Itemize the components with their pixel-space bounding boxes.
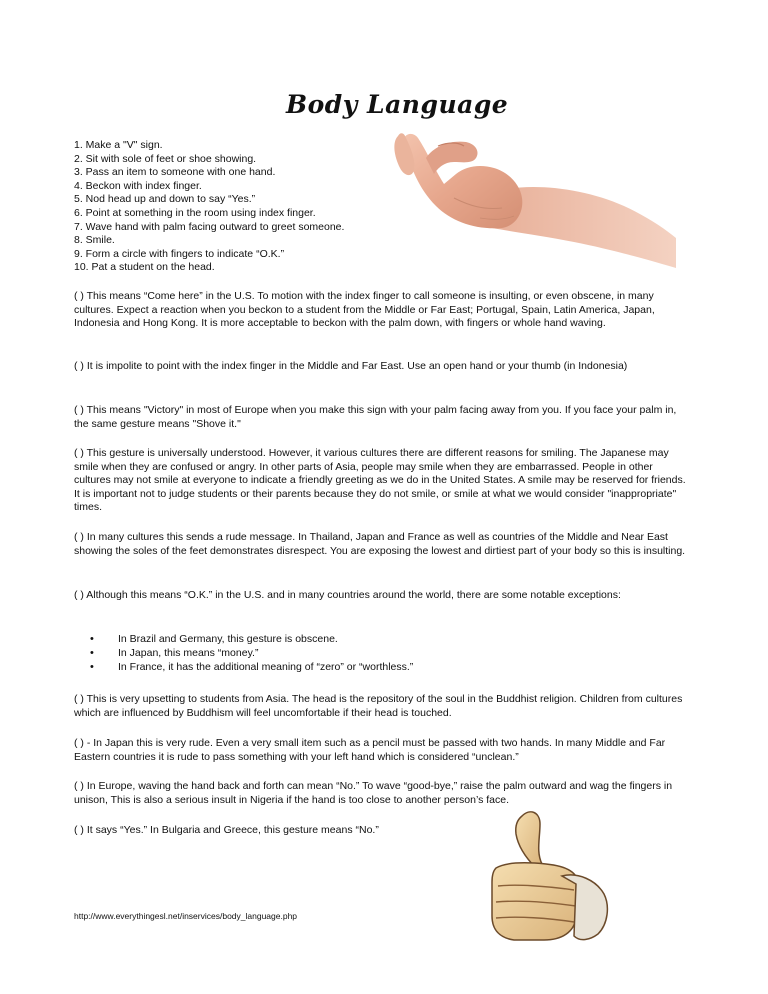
paragraph: ( ) It says “Yes.” In Bulgaria and Greece, this gesture means “No.” xyxy=(74,824,379,836)
paragraph: ( ) Although this means “O.K.” in the U.S. and in many countries around the world, there are some notable exceptions: xyxy=(74,589,621,601)
bullet-item: • In Brazil and Germany, this gesture is obscene. xyxy=(90,633,413,647)
paragraph: ( ) This is very upsetting to students from Asia. The head is the repository of the soul in the Buddhist religion. Children from cultures which are influenced by Buddhism will feel uncomfortable if their head is touched. xyxy=(74,693,683,719)
ok-exceptions-list xyxy=(90,633,413,674)
list-item: 7. Wave hand with palm facing outward to greet someone. xyxy=(74,220,345,233)
list-item: 5. Nod head up and down to say “Yes.” xyxy=(74,193,256,206)
bullet-item: • In Japan, this means “money.” xyxy=(90,647,413,661)
paragraph: ( ) - In Japan this is very rude. Even a very small item such as a pencil must be passed with two hands. In many Middle and Far Eastern countries it is rude to pass something with your left hand which is considered “unclean.” xyxy=(74,737,666,763)
list-item: 4. Beckon with index finger. xyxy=(74,179,202,192)
paragraph: ( ) In many cultures this sends a rude message. In Thailand, Japan and France as well as countries of the Middle and Near East showing the soles of the feet demonstrates disrespect. You are exposing the lowest and dirtiest part of your body so this is insulting. xyxy=(74,531,686,557)
paragraph: ( ) It is impolite to point with the index finger in the Middle and Far East. Use an open hand or your thumb (in Indonesia) xyxy=(74,360,628,372)
source-url: http://www.everythingesl.net/inservices/body_language.php xyxy=(74,911,298,921)
list-item: 10. Pat a student on the head. xyxy=(74,261,215,274)
paragraph: ( ) This means “Come here” in the U.S. To motion with the index finger to call someone is insulting, or even obscene, in many cultures. Expect a reaction when you beckon to a student from the Middle or Far East; Portugal, Spain, Latin America, Japan, Indonesia and Hong Kong. It is more acceptable to beckon with the palm down, with fingers or whole hand waving. xyxy=(74,290,655,330)
paragraph: ( ) This means "Victory" in most of Europe when you make this sign with your palm facing away from you. If you face your palm in, the same gesture means "Shove it." xyxy=(74,404,677,430)
list-item: 9. Form a circle with fingers to indicate “O.K.” xyxy=(74,247,285,260)
paragraph: ( ) This gesture is universally understood. However, it various cultures there are different reasons for smiling. The Japanese may smile when they are confused or angry. In other parts of Asia, people may smile when they are embarrassed. People in other cultures may not smile at everyone to indicate a friendly greeting as we do in the United States. A smile may be reserved for friends. It is important not to judge students or their parents because they do not smile, or smile at what we would consider "inappropriate" times. xyxy=(74,447,686,514)
page-title: Body Language xyxy=(286,90,509,119)
list-item: 8. Smile. xyxy=(74,234,115,247)
gesture-list xyxy=(74,139,344,275)
list-item: 1. Make a "V" sign. xyxy=(74,139,163,151)
bullet-item: • In France, it has the additional meaning of “zero” or “worthless.” xyxy=(90,661,413,675)
list-item: 2. Sit with sole of feet or shoe showing. xyxy=(74,152,257,165)
list-item: 6. Point at something in the room using index finger. xyxy=(74,206,316,219)
beckoning-hand-image xyxy=(384,128,676,272)
list-item: 3. Pass an item to someone with one hand. xyxy=(74,166,276,179)
paragraph: ( ) In Europe, waving the hand back and forth can mean “No.” To wave “good-bye,” raise the palm outward and wag the fingers in unison, This is also a serious insult in Nigeria if the hand is too close to another person’s face. xyxy=(74,780,673,806)
thumbs-up-image xyxy=(466,806,614,948)
